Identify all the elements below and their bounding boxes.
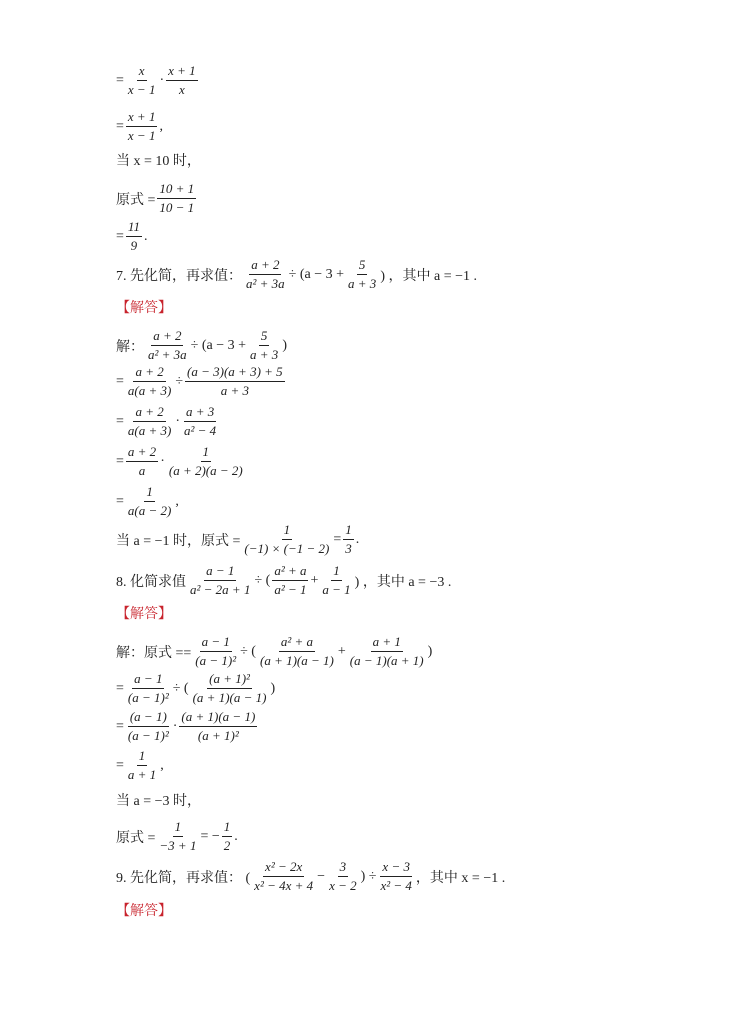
fraction-denominator: 2 — [223, 838, 231, 853]
math-text: = — [116, 72, 124, 88]
math-line — [116, 62, 200, 99]
fraction-denominator: (−1) × (−1 − 2) — [244, 541, 330, 556]
fraction — [244, 256, 287, 293]
fraction-denominator: a² + 3a — [148, 347, 187, 362]
math-line — [116, 180, 198, 217]
math-text: ) ，其中 a = −1 . — [380, 268, 477, 284]
fraction-denominator: 10 − 1 — [159, 200, 195, 215]
math-text: . — [143, 228, 148, 244]
fraction — [126, 108, 158, 145]
math-line — [116, 747, 164, 784]
fraction-denominator: (a + 1)(a − 1) — [192, 690, 267, 705]
fraction-numerator: a + 2 — [133, 363, 165, 382]
fraction-denominator: a + 3 — [250, 347, 279, 362]
fraction — [185, 363, 285, 400]
fraction-numerator: x + 1 — [126, 108, 158, 127]
fraction-numerator: 5 — [259, 327, 270, 346]
math-line — [116, 818, 238, 855]
math-line — [116, 603, 172, 623]
math-text: = — [116, 493, 124, 509]
math-line — [116, 483, 179, 520]
fraction — [126, 62, 158, 99]
fraction-numerator: 1 — [343, 521, 354, 540]
math-line — [116, 403, 220, 440]
math-text: 当 a = −1 时，原式 = — [116, 533, 241, 549]
fraction-numerator: a + 1 — [371, 633, 403, 652]
fraction-numerator: (a − 3)(a + 3) + 5 — [185, 363, 285, 382]
fraction — [126, 363, 173, 400]
math-text: 8. 化简求值 — [116, 574, 186, 590]
fraction-numerator: 11 — [126, 218, 142, 237]
fraction-numerator: a² + a — [279, 633, 315, 652]
fraction-denominator: a² − 2a + 1 — [190, 582, 251, 597]
fraction — [157, 180, 196, 217]
fraction — [126, 483, 173, 520]
math-text: = — [116, 453, 124, 469]
fraction-numerator: a − 1 — [200, 633, 232, 652]
fraction — [166, 62, 198, 99]
math-line — [116, 150, 201, 170]
fraction-numerator: a − 1 — [132, 670, 164, 689]
math-text: · — [172, 718, 178, 734]
fraction — [252, 858, 315, 895]
math-text: 7. 先化简，再求值： — [116, 268, 242, 284]
math-text: = — [333, 531, 342, 547]
fraction-denominator: a − 1 — [322, 582, 351, 597]
math-text: ÷ ( — [172, 680, 189, 696]
math-text: ÷ (a − 3 + — [190, 337, 247, 353]
math-text: 9. 先化简，再求值： ( — [116, 870, 251, 886]
fraction — [320, 562, 352, 599]
fraction-numerator: a + 2 — [126, 443, 158, 462]
answer-heading: 【解答】 — [116, 301, 172, 316]
fraction — [167, 443, 245, 480]
math-text: , — [175, 493, 179, 509]
fraction-denominator: (a + 1)² — [197, 728, 239, 743]
math-line — [116, 256, 477, 293]
fraction-denominator: (a − 1)(a + 1) — [349, 653, 424, 668]
fraction-denominator: (a + 1)(a − 1) — [259, 653, 334, 668]
fraction-numerator: 10 + 1 — [157, 180, 196, 199]
math-text: ) — [282, 337, 287, 353]
math-line — [116, 562, 451, 599]
math-text: · — [175, 413, 181, 429]
math-text: , — [160, 757, 164, 773]
fraction — [157, 818, 198, 855]
math-line — [116, 670, 275, 707]
fraction-numerator: 5 — [357, 256, 368, 275]
fraction-numerator: 1 — [173, 818, 184, 837]
fraction-numerator: (a − 1) — [128, 708, 169, 727]
math-text: , — [159, 118, 163, 134]
math-line — [116, 633, 432, 670]
math-text: ÷ — [175, 373, 184, 389]
math-line — [116, 297, 172, 317]
math-line — [116, 363, 287, 400]
math-text: 原式 = — [116, 830, 156, 846]
fraction — [126, 670, 171, 707]
fraction-numerator: 1 — [282, 521, 293, 540]
math-line — [116, 327, 287, 364]
math-text: + — [337, 643, 346, 659]
fraction-numerator: 1 — [331, 562, 342, 581]
math-text: − — [317, 868, 326, 884]
fraction — [179, 708, 257, 745]
math-text: · — [159, 72, 165, 88]
fraction — [222, 818, 233, 855]
fraction-numerator: (a + 1)(a − 1) — [179, 708, 257, 727]
math-line — [116, 708, 259, 745]
answer-heading: 【解答】 — [116, 904, 172, 919]
math-text: 当 a = −3 时， — [116, 794, 202, 809]
math-text: 当 x = 10 时， — [116, 154, 201, 169]
math-line — [116, 858, 505, 895]
fraction-denominator: a + 3 — [348, 276, 377, 291]
fraction-numerator: 1 — [144, 483, 155, 502]
math-text: ÷ ( — [254, 572, 271, 588]
fraction-denominator: a + 3 — [220, 383, 249, 398]
math-text: = — [116, 680, 124, 696]
fraction-denominator: (a − 1)² — [127, 690, 169, 705]
math-text: 原式 = — [116, 192, 156, 208]
fraction-numerator: a + 2 — [133, 403, 165, 422]
fraction-denominator: a² − 1 — [274, 582, 307, 597]
fraction — [193, 633, 238, 670]
math-text: = — [116, 413, 124, 429]
fraction — [378, 858, 413, 895]
fraction-denominator: a + 1 — [127, 767, 157, 782]
math-text: = — [116, 718, 124, 734]
fraction-denominator: x − 1 — [127, 82, 156, 97]
fraction — [348, 633, 426, 670]
fraction-numerator: x² − 2x — [263, 858, 304, 877]
fraction-numerator: a − 1 — [204, 562, 236, 581]
math-text: = — [116, 118, 124, 134]
fraction-numerator: x — [137, 62, 147, 81]
fraction-numerator: 1 — [137, 747, 148, 766]
fraction-denominator: −3 + 1 — [159, 838, 197, 853]
math-text: ) ，其中 a = −3 . — [354, 574, 452, 590]
math-text: ) ÷ — [360, 868, 377, 884]
fraction — [191, 670, 269, 707]
math-text: = — [116, 757, 124, 773]
fraction-denominator: x² − 4x + 4 — [254, 878, 314, 893]
fraction — [242, 521, 331, 558]
fraction-numerator: a + 3 — [184, 403, 216, 422]
fraction — [258, 633, 336, 670]
math-text: . — [355, 531, 360, 547]
fraction — [146, 327, 189, 364]
math-text: 解：原式 == — [116, 645, 192, 661]
fraction — [126, 747, 158, 784]
math-line — [116, 521, 359, 558]
math-line — [116, 900, 172, 920]
math-line — [116, 108, 163, 145]
fraction — [343, 521, 354, 558]
fraction-numerator: a + 2 — [151, 327, 183, 346]
fraction-denominator: a² + 3a — [246, 276, 285, 291]
fraction — [346, 256, 378, 293]
fraction — [272, 562, 308, 599]
fraction-denominator: 3 — [345, 541, 352, 556]
math-text: ) — [427, 643, 433, 659]
fraction-denominator: a² − 4 — [184, 423, 217, 438]
fraction-denominator: (a − 1)² — [195, 653, 237, 668]
fraction-numerator: 1 — [201, 443, 212, 462]
answer-heading: 【解答】 — [116, 607, 172, 622]
fraction-numerator: a² + a — [272, 562, 308, 581]
fraction-denominator: x² − 4 — [380, 878, 412, 893]
fraction — [188, 562, 252, 599]
fraction — [126, 708, 171, 745]
math-text: ) — [270, 680, 276, 696]
fraction — [248, 327, 280, 364]
math-line — [116, 443, 247, 480]
fraction-denominator: a(a + 3) — [127, 383, 172, 398]
math-text: ÷ (a − 3 + — [288, 266, 345, 282]
fraction-denominator: x − 1 — [127, 128, 156, 143]
fraction-denominator: (a − 1)² — [127, 728, 169, 743]
math-text: 解： — [116, 339, 144, 355]
fraction-numerator: x + 1 — [166, 62, 198, 81]
fraction-denominator: (a + 2)(a − 2) — [168, 463, 243, 478]
fraction — [126, 403, 173, 440]
fraction — [327, 858, 359, 895]
math-text: ÷ ( — [240, 643, 256, 659]
fraction-denominator: a — [138, 463, 146, 478]
math-text: = — [116, 373, 124, 389]
fraction-denominator: a(a + 3) — [127, 423, 172, 438]
fraction-numerator: (a + 1)² — [207, 670, 252, 689]
math-text: = − — [200, 828, 220, 844]
fraction-numerator: a + 2 — [249, 256, 281, 275]
fraction — [126, 443, 158, 480]
fraction-denominator: a(a − 2) — [127, 503, 172, 518]
math-text: = — [116, 228, 124, 244]
math-line — [116, 218, 147, 255]
math-text: · — [160, 453, 165, 469]
fraction-numerator: x − 3 — [380, 858, 412, 877]
fraction-denominator: x — [179, 82, 185, 97]
math-line — [116, 790, 201, 810]
fraction — [126, 218, 142, 255]
math-text: . — [234, 828, 238, 844]
fraction — [182, 403, 218, 440]
fraction-numerator: 1 — [222, 818, 233, 837]
math-text: + — [310, 572, 319, 588]
math-text: ，其中 x = −1 . — [415, 870, 506, 886]
fraction-numerator: 3 — [338, 858, 349, 877]
fraction-denominator: 9 — [130, 238, 138, 253]
fraction-denominator: x − 2 — [329, 878, 357, 893]
